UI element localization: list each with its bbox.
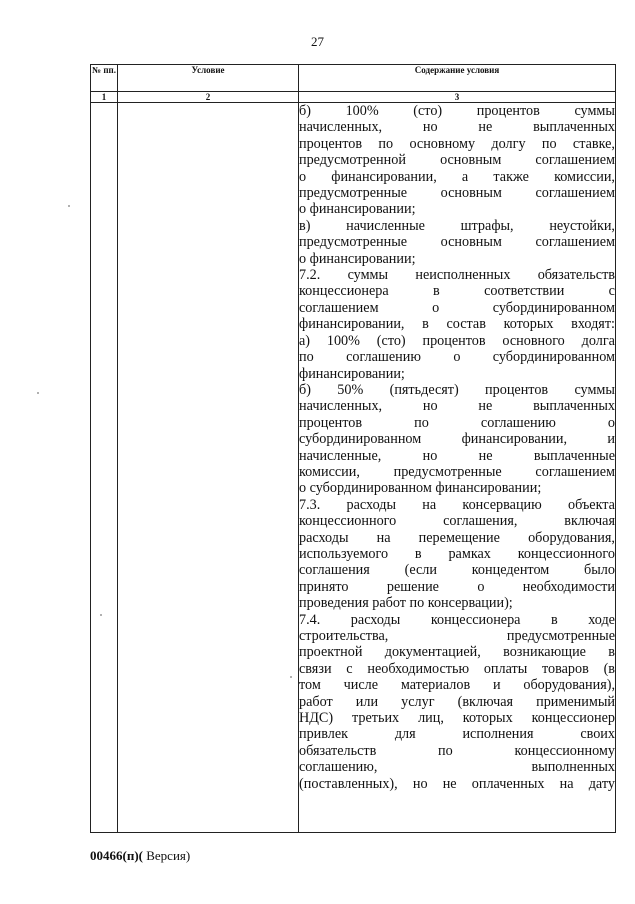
scan-speck <box>68 205 70 207</box>
footer-version: Версия) <box>142 848 191 863</box>
content-line: соглашения (если концедентом было <box>299 562 615 579</box>
content-line: комиссии, предусмотренные соглашением <box>299 463 615 480</box>
content-line: предусмотренные основным соглашением <box>299 234 615 251</box>
content-line: о финансировании; <box>299 250 416 267</box>
content-line: соглашением о субординированном <box>299 299 615 316</box>
column-number-2: 2 <box>118 92 299 103</box>
content-line: в) начисленные штрафы, неустойки, <box>299 217 615 234</box>
content-line: обязательств по концессионному <box>299 742 615 759</box>
page-number: 27 <box>311 34 324 49</box>
content-line: б) 100% (сто) процентов суммы <box>299 103 615 119</box>
content-line: связи с необходимостью оплаты товаров (в <box>299 660 615 677</box>
content-line: начисленных, но не выплаченных <box>299 119 615 136</box>
row-number-cell <box>91 103 118 833</box>
row-condition-cell <box>118 103 299 833</box>
column-number-row <box>91 92 616 103</box>
content-line: проведения работ по консервации); <box>299 595 513 612</box>
header-number: № пп. <box>91 65 118 92</box>
content-line: том числе материалов и оборудования), <box>299 677 615 694</box>
content-line: принято решение о необходимости <box>299 578 615 595</box>
content-line: по соглашению о субординированном <box>299 349 615 366</box>
content-line: концессионного соглашения, включая <box>299 513 615 530</box>
content-line: о финансировании; <box>299 201 416 218</box>
footer-code: 00466(п)( <box>90 848 143 863</box>
content-line: работ или услуг (включая применимый <box>299 693 615 710</box>
content-line: процентов по соглашению о <box>299 414 615 431</box>
content-line: о субординированном финансировании; <box>299 480 542 497</box>
content-line: процентов по основному долгу по ставке, <box>299 135 615 152</box>
content-line: 7.2. суммы неисполненных обязательств <box>299 267 615 284</box>
content-line: соглашению, выполненных <box>299 759 615 776</box>
content-line: предусмотренной основным соглашением <box>299 152 615 169</box>
content-line: концессионера в соответствии с <box>299 283 615 300</box>
content-line: 7.3. расходы на консервацию объекта <box>299 496 615 513</box>
content-line: предусмотренные основным соглашением <box>299 185 615 202</box>
content-line: финансировании, в состав которых входят: <box>299 316 615 333</box>
content-line: 7.4. расходы концессионера в ходе <box>299 611 615 628</box>
content-line: привлек для исполнения своих <box>299 726 615 743</box>
row-content-cell <box>299 103 616 833</box>
content-line: б) 50% (пятьдесят) процентов суммы <box>299 381 615 398</box>
content-line: начисленных, но не выплаченных <box>299 398 615 415</box>
header-content: Содержание условия <box>299 65 616 92</box>
content-line: используемого в рамках концессионного <box>299 545 615 562</box>
content-line: начисленные, но не выплаченные <box>299 447 615 464</box>
content-line: а) 100% (сто) процентов основного долга <box>299 332 615 349</box>
footer-document-code <box>90 848 190 864</box>
scan-speck <box>290 676 292 678</box>
header-condition: Условие <box>118 65 299 92</box>
scan-speck <box>100 614 102 616</box>
content-line: о финансировании, а также комиссии, <box>299 168 615 185</box>
column-number-3: 3 <box>299 92 616 103</box>
content-line: субординированном финансировании, и <box>299 431 615 448</box>
content-line: (поставленных), но не оплаченных на дату <box>299 775 615 792</box>
conditions-table <box>90 64 616 833</box>
content-line: финансировании; <box>299 365 405 382</box>
column-number-1: 1 <box>91 92 118 103</box>
content-line: НДС) третьих лиц, которых концессионер <box>299 710 615 727</box>
content-line: строительства, предусмотренные <box>299 628 615 644</box>
table-row <box>91 103 616 833</box>
content-line: расходы на перемещение оборудования, <box>299 529 615 546</box>
header-row <box>91 65 616 92</box>
scan-speck <box>37 392 39 394</box>
content-line: проектной документацией, возникающие в <box>299 644 615 661</box>
